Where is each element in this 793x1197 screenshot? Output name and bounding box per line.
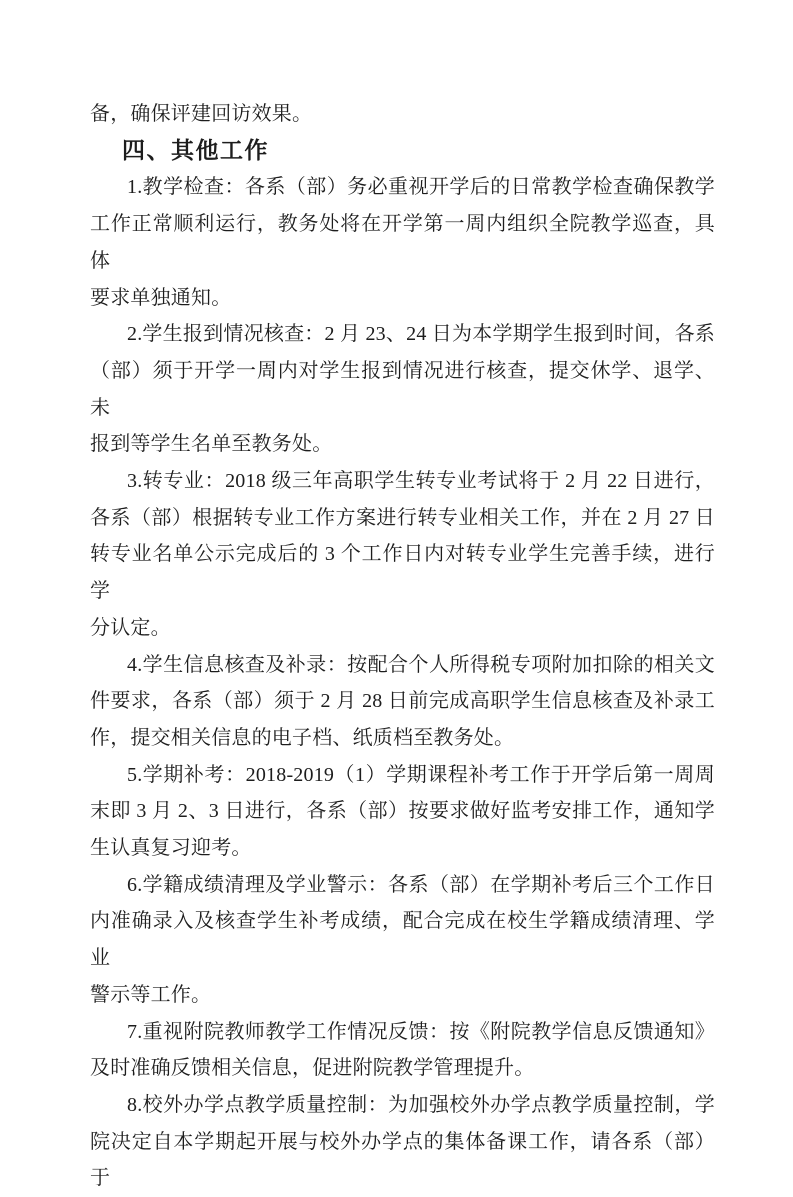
text-line: 生认真复习迎考。 — [90, 837, 252, 860]
list-item-5 — [90, 757, 715, 867]
text-line: 转专业名单公示完成后的 3 个工作日内对转专业学生完善手续，进行学 — [90, 543, 715, 603]
text-line: 内准确录入及核查学生补考成绩，配合完成在校生学籍成绩清理、学业 — [90, 910, 715, 970]
list-item-3 — [90, 463, 715, 647]
text-line: 7.重视附院教师教学工作情况反馈：按《附院教学信息反馈通知》 — [127, 1020, 715, 1043]
text-line: 四、其他工作 — [122, 137, 269, 163]
text-line: 8.校外办学点教学质量控制：为加强校外办学点教学质量控制，学 — [127, 1093, 715, 1116]
text-line: 各系（部）根据转专业工作方案进行转专业相关工作，并在 2 月 27 日 — [90, 506, 715, 529]
text-line: 件要求，各系（部）须于 2 月 28 日前完成高职学生信息核查及补录工 — [90, 690, 715, 713]
text-line: 院决定自本学期起开展与校外办学点的集体备课工作，请各系（部）于 — [90, 1130, 715, 1190]
text-line: 2.学生报到情况核查：2 月 23、24 日为本学期学生报到时间，各系 — [127, 323, 715, 346]
text-line: 4.学生信息核查及补录：按配合个人所得税专项附加扣除的相关文 — [127, 653, 715, 676]
text-line: 要求单独通知。 — [90, 286, 232, 309]
text-line: （部）须于开学一周内对学生报到情况进行核查，提交休学、退学、未 — [90, 359, 715, 419]
text-line: 报到等学生名单至教务处。 — [90, 433, 333, 456]
list-item-2 — [90, 316, 715, 463]
paragraph-continuation — [90, 96, 715, 133]
list-item-4 — [90, 647, 715, 757]
list-item-8 — [90, 1087, 715, 1197]
text-line: 分认定。 — [90, 616, 171, 639]
list-item-6 — [90, 867, 715, 1014]
text-line: 作，提交相关信息的电子档、纸质档至教务处。 — [90, 726, 515, 749]
list-item-1 — [90, 169, 715, 316]
text-line: 备，确保评建回访效果。 — [90, 103, 313, 125]
text-line: 工作正常顺利运行，教务处将在开学第一周内组织全院教学巡查，具体 — [90, 213, 715, 272]
text-line: 3.转专业：2018 级三年高职学生转专业考试将于 2 月 22 日进行， — [127, 470, 715, 493]
document-body — [90, 96, 715, 1197]
text-line: 末即 3 月 2、3 日进行，各系（部）按要求做好监考安排工作，通知学 — [90, 800, 715, 823]
text-line: 及时准确反馈相关信息，促进附院教学管理提升。 — [90, 1057, 535, 1080]
text-line: 1.教学检查：各系（部）务必重视开学后的日常教学检查确保教学 — [127, 176, 715, 199]
list-item-7 — [90, 1014, 715, 1087]
text-line: 6.学籍成绩清理及学业警示：各系（部）在学期补考后三个工作日 — [127, 873, 715, 896]
text-line: 警示等工作。 — [90, 983, 212, 1006]
section-heading — [90, 133, 715, 170]
text-line: 5.学期补考：2018-2019（1）学期课程补考工作于开学后第一周周 — [127, 763, 715, 786]
